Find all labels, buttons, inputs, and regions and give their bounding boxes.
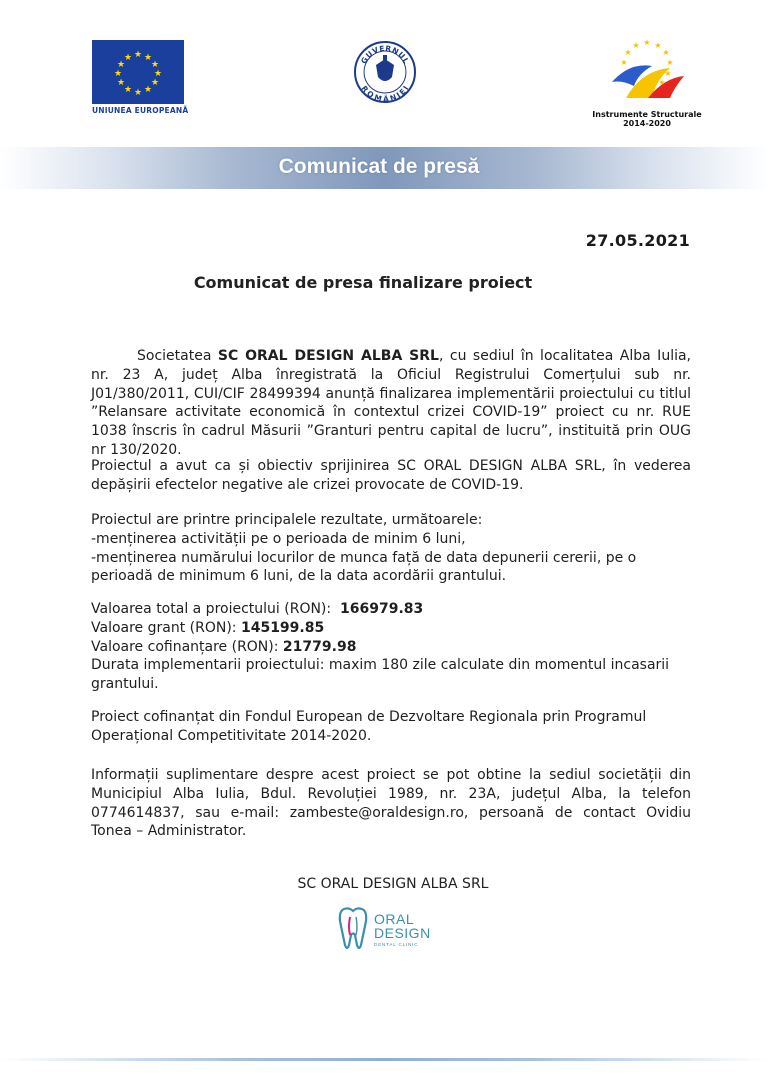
svg-text:★: ★: [654, 41, 662, 50]
paragraph-contact-info: Informații suplimentare despre acest proiect se pot obtine la sediul societății din Municipiul Alba Iulia, Bdul. Revoluției 1989, nr. 23A, județul Alba, la telefon 0774614837, sau e-mail: zambeste@oraldesign.ro, persoană de contact Ovidiu Tonea – Administrator.: [91, 767, 691, 840]
cofinancing-value-line: [91, 638, 691, 657]
paragraph-results: [91, 511, 691, 586]
cofinancing-value-label: Valoare cofinanțare (RON):: [91, 638, 283, 655]
paragraph-objective: Proiectul a avut ca și obiectiv sprijinirea SC ORAL DESIGN ALBA SRL, în vederea depășirii efectelor negative ale crizei provocate de COVID-19.: [91, 458, 691, 493]
is-label-line2: 2014-2020: [623, 119, 671, 129]
p1-company-name: SC ORAL DESIGN ALBA SRL: [217, 348, 439, 364]
svg-text:★: ★: [143, 85, 153, 95]
svg-text:DESIGN: DESIGN: [374, 925, 431, 941]
svg-text:★: ★: [113, 69, 123, 79]
oral-design-logo: [336, 905, 448, 955]
svg-text:★: ★: [133, 50, 143, 60]
svg-text:★: ★: [116, 78, 126, 88]
eu-flag-logo: [92, 40, 184, 104]
paragraph-values: [91, 600, 691, 694]
implementation-duration: Durata implementarii proiectului: maxim 180 zile calculate din momentul incasarii grantului.: [91, 657, 670, 693]
paragraph-cofinancing: Proiect cofinanțat din Fondul European de Dezvoltare Regionala prin Programul Operațional Competitivitate 2014-2020.: [91, 709, 647, 744]
svg-text:★: ★: [643, 38, 651, 47]
svg-text:★: ★: [123, 53, 133, 63]
svg-text:★: ★: [116, 60, 126, 70]
results-item: -menținerea numărului locurilor de munca față de data depunerii cererii, pe o perioadă de minimum 6 luni, de la data acordării grantului.: [91, 549, 637, 585]
svg-text:★: ★: [624, 48, 632, 57]
svg-text:★: ★: [658, 78, 666, 87]
svg-text:★: ★: [143, 53, 153, 63]
svg-text:★: ★: [133, 88, 143, 98]
svg-text:★: ★: [620, 58, 628, 67]
is-label-line1: Instrumente Structurale: [592, 110, 702, 119]
signature-company: SC ORAL DESIGN ALBA SRL: [297, 876, 489, 892]
total-value-label: Valoarea total a proiectului (RON):: [91, 601, 341, 617]
results-item: -menținerea activității pe o perioada de minim 6 luni,: [91, 530, 466, 547]
grant-value: 145199.85: [240, 619, 325, 636]
svg-text:DENTAL CLINIC: DENTAL CLINIC: [374, 942, 419, 947]
results-intro: Proiectul are printre principalele rezultate, următoarele:: [91, 512, 483, 528]
total-value: 166979.83: [340, 601, 424, 617]
banner-title: Comunicat de presă: [278, 155, 480, 178]
svg-text:★: ★: [632, 41, 640, 50]
svg-text:ROMÂNIEI: ROMÂNIEI: [359, 83, 411, 103]
cofinancing-value: 21779.98: [282, 638, 357, 655]
government-seal-logo: [354, 41, 416, 103]
svg-text:★: ★: [150, 78, 160, 88]
tooth-icon: [340, 908, 366, 948]
svg-text:GUVERNUL: GUVERNUL: [359, 43, 411, 66]
grant-value-label: Valoare grant (RON):: [91, 619, 241, 636]
press-release-date: 27.05.2021: [585, 231, 690, 250]
svg-text:★: ★: [666, 58, 674, 67]
structural-instruments-label: [592, 110, 702, 128]
svg-text:ORAL: ORAL: [374, 911, 415, 927]
structural-instruments-logo: [608, 36, 686, 104]
total-value-line: [91, 600, 691, 619]
svg-text:★: ★: [662, 48, 670, 57]
grant-value-line: [91, 619, 691, 638]
footer-divider: [0, 1058, 768, 1061]
document-title: Comunicat de presa finalizare proiect: [193, 273, 533, 292]
svg-text:★: ★: [150, 60, 160, 70]
p1-text-b: , cu sediul în localitatea Alba Iulia, nr. 23 A, județ Alba înregistrată la Oficiul Registrului Comerțului sub nr. J01/380/2011, CUI/CIF 28499394 anunță finalizarea implementării proiectului cu titlul ”Relansare activitate economică în contextul crizei COVID-19” proiect cu nr. RUE 1038 înscris în cadrul Măsurii ”Granturi pentru capital de lucru”, instituită prin OUG nr 130/2020.: [91, 348, 691, 458]
p1-text-a: Societatea: [137, 348, 218, 364]
eu-stars-icon: [92, 40, 184, 104]
svg-text:★: ★: [123, 85, 133, 95]
svg-text:★: ★: [664, 69, 672, 78]
svg-text:★: ★: [153, 69, 163, 79]
paragraph-intro: [91, 347, 691, 460]
eu-label: UNIUNEA EUROPEANĂ: [92, 106, 189, 115]
